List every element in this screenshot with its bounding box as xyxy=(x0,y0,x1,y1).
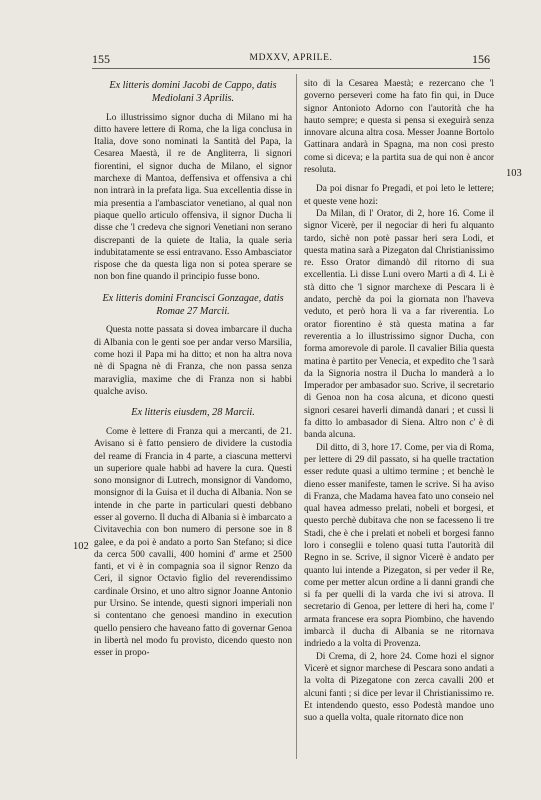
left-column xyxy=(94,78,292,660)
section-heading: Ex litteris domini Jacobi de Cappo, datis Mediolani 3 Aprilis. xyxy=(109,80,277,104)
running-title: MDXXV, APRILE. xyxy=(249,53,333,63)
paragraph: Lo illustrissimo signor ducha di Milano mi ha ditto havere lettere di Roma, che la liga conclusa in Italia, dove sono nominati la Santità del Papa, la Cesarea Maestà, il re de Angliterra, li signori fiorentini, el signor ducha de Milano, el signor marchexe di Mantoa, deffensiva et offensiva a chi non intrarà in la prefata liga. Sua excellentia disse in mia presentia a l'ambasciator venetiano, al qual non piaque quello articulo offensiva, il signor Ducha li disse che 'l credeva che signori Venetiani non serano discrepanti de la quiete de Italia, la quale seria indubitatamente se essi entravano. Esso Ambasciator rispose che da questa liga non si potea sperare se non bon fine quando il principio fusse bono. xyxy=(94,112,292,283)
margin-number-left: 102 xyxy=(73,541,89,552)
header-rule xyxy=(92,68,490,69)
section-heading: Ex litteris domini Francisci Gonzagae, datis Romae 27 Marcii. xyxy=(102,292,284,317)
page-number-left: 155 xyxy=(92,52,110,66)
section-heading: Ex litteris eiusdem, 28 Marcii. xyxy=(131,407,255,419)
paragraph: Questa notte passata si dovea imbarcare il ducha di Albania con le genti soe per andar verso Marsilia, come hozi il Papa mi ha ditto; et non ha altra nova nè di Spagna nè di Franza, che non passa senza maraviglia, maxime che di Franza non si habbi qualche aviso. xyxy=(94,325,292,397)
column-divider xyxy=(296,74,297,759)
paragraph: Da Milan, di l' Orator, di 2, hore 16. Come il signor Vicerè, per il negociar di heri fu alquanto tardo, sichè non potè passar heri sera Lodi, et questa matina sarà a Pizegaton dal Christianissimo re. Esso Orator dimandò dil ritorno di sua excellentia. Li disse Luni overo Marti a dì 4. Li è stà ditto che 'l signor marchexe di Pescara li è andato, perchè da poi la giornata non l'haveva veduto, et però hora li va a far riverentia. Lo orator fiorentino è stà questa matina a far reverentia a lo illustrissimo signor Ducha, con forma amorevole di parole. Il cavalier Bilia questa matina è partito per Venecia, et expedito che 'l sarà da la Signoria nostra il Ducha lo manderà a lo Imperador per ambasador suo. Scrive, il secretario di Genoa non ha cosa alcuna, et dicono questi signori cesarei haverli dimandà danari ; et cussì li fa ditto lo ambasador di Siena. Altro non c' è di banda alcuna. xyxy=(304,208,494,441)
page-number-right: 156 xyxy=(472,52,490,66)
margin-number-right: 103 xyxy=(506,168,522,179)
page-header xyxy=(92,52,490,68)
paragraph: Dil ditto, di 3, hore 17. Come, per via di Roma, per lettere di 29 dil passato, si ha quelle tractation esser redute quasi a ultimo termine ; et benchè le dieno esser manifeste, tamen le scrive. Si ha aviso di Franza, che Madama havea fato uno conseio nel qual havea admesso prelati, nobeli et borgesi, et questo perchè dubitava che non se facesseno li tre Stadi, che è che i prelati et nobeli et borgesi fanno loro i conseglii e toleno quasi tutta l'autorità dil Regno in se. Scrive, il signor Vicerè è andato per quanto lui intende a Pizegaton, si per veder il Re, come per metter alcun ordine a li danni grandi che si fa per quelli di la varda che ivi si atrova. Il secretario di Genoa, per lettere di heri ha, come l' armata francese era sopra Piombino, che havendo imbarcà il ducha di Albania se ne ritornava indriedo a la volta di Provenza. xyxy=(304,442,494,650)
paragraph: Di Crema, di 2, hore 24. Come hozi el signor Vicerè et signor marchese di Pescara sono andati a la volta di Pizegatone con zerca cavalli 200 et alcuni fanti ; si dice per levar il Christianissimo re. Et intendendo questo, esso Podestà mandoe uno suo a quella volta, quale ritornato dice non xyxy=(304,651,494,724)
paragraph: Come è lettere di Franza qui a mercanti, de 21. Avisano si è fatto pensiero de dividere la custodia del reame di Francia in 4 parte, a ciascuna mettervi un superiore quale habbi ad havere la cura. Questi sono monsignor di Lutrech, monsignor di Vandomo, monsignor di la Guisa et il ducha di Albania. Non se intende in che parte in particulari questi debbano esser al governo. Il ducha di Albania si è imbarcato a Civitavechia con bon numero di persone soe in 8 galee, e da poi è andato a porto San Stefano; si dice da cerca 500 cavalli, 400 homini d' arme et 2500 fanti, et vi è in compagnia soa il signor Renzo da Ceri, il signor Octavio figlio del reverendissimo cardinale Orsino, et uno altro signor Joanne Antonio pur Ursino. Se intende, questi signori imperiali non si contentano che genoesi mandino in execution quello pensiero che haveano fatto di governar Genoa in libertà nel modo fu provisto, dicendo questo non esser in propo- xyxy=(94,426,292,659)
right-column xyxy=(304,78,494,724)
paragraph: sito di la Cesarea Maestà; e rezercano che 'l governo perseveri come ha fato fin qui, in Duce signor Antonioto Adorno con l'autorità che ha hauto sempre; e questa si pensa si exeguirà senza innovare alcuna altra cosa. Messer Joanne Bortolo Gattinara andarà in Spagna, ma non così presto come si diceva; e la partita sua de qui non è ancor resoluta. xyxy=(304,79,494,176)
paragraph: Da poi disnar fo Pregadi, et poi leto le lettere; et queste vene hozi: xyxy=(304,184,494,207)
